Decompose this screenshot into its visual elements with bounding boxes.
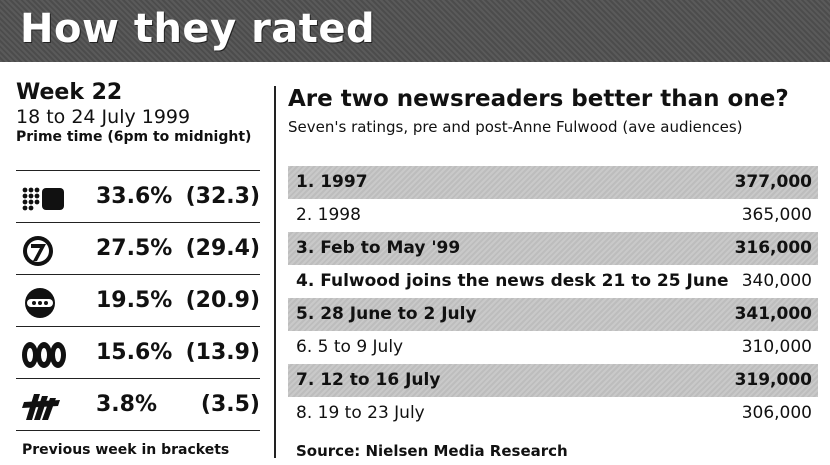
title-banner (0, 0, 830, 62)
divider-rule (16, 274, 260, 275)
table-row (288, 298, 818, 331)
row-value: 319,000 (734, 370, 812, 390)
banner-title: How they rated (20, 6, 376, 52)
row-label: 5. 28 June to 2 July (296, 304, 477, 324)
ratings-table (288, 166, 818, 430)
row-value: 341,000 (734, 304, 812, 324)
network-previous: (3.5) (200, 392, 260, 417)
table-row (288, 397, 818, 430)
date-range: 18 to 24 July 1999 (16, 106, 191, 128)
network-previous: (13.9) (185, 340, 260, 365)
row-value: 316,000 (734, 238, 812, 258)
network-row (16, 228, 260, 272)
row-label: 4. Fulwood joins the news desk 21 to 25 June (296, 271, 729, 291)
week-info (16, 80, 266, 146)
week-label: Week 22 (16, 80, 123, 105)
ten-network-logo-icon (20, 286, 68, 320)
network-share: 27.5% (96, 236, 173, 261)
network-previous: (20.9) (185, 288, 260, 313)
row-label: 6. 5 to 9 July (296, 337, 404, 357)
row-value: 340,000 (741, 271, 812, 291)
network-share: 33.6% (96, 184, 173, 209)
ratings-header (288, 84, 818, 138)
network-previous: (29.4) (185, 236, 260, 261)
divider-rule (16, 378, 260, 379)
table-row (288, 265, 818, 298)
row-label: 1. 1997 (296, 172, 368, 192)
network-share: 15.6% (96, 340, 173, 365)
divider-rule (16, 326, 260, 327)
prime-time-note: Prime time (6pm to midnight) (16, 129, 252, 145)
row-value: 365,000 (741, 205, 812, 225)
divider-rule (16, 430, 260, 431)
sbs-logo-icon (20, 390, 68, 424)
seven-network-logo-icon (20, 234, 68, 268)
row-value: 377,000 (734, 172, 812, 192)
divider-rule (16, 222, 260, 223)
network-row (16, 384, 260, 428)
network-row (16, 176, 260, 220)
network-share: 19.5% (96, 288, 173, 313)
row-label: 8. 19 to 23 July (296, 403, 425, 423)
ratings-title: Are two newsreaders better than one? (288, 86, 789, 112)
row-value: 310,000 (741, 337, 812, 357)
nine-network-logo-icon (20, 182, 68, 216)
table-row (288, 364, 818, 397)
ratings-subtitle: Seven's ratings, pre and post-Anne Fulwood (ave audiences) (288, 118, 743, 136)
row-label: 3. Feb to May '99 (296, 238, 461, 258)
table-row (288, 232, 818, 265)
row-label: 2. 1998 (296, 205, 361, 225)
column-divider (274, 86, 276, 458)
network-previous: (32.3) (185, 184, 260, 209)
row-value: 306,000 (741, 403, 812, 423)
table-row (288, 199, 818, 232)
source-note: Source: Nielsen Media Research (296, 442, 568, 460)
table-row (288, 331, 818, 364)
abc-logo-icon (20, 338, 68, 372)
brackets-note: Previous week in brackets (22, 442, 230, 458)
network-share: 3.8% (96, 392, 158, 417)
network-row (16, 332, 260, 376)
divider-rule (16, 170, 260, 171)
table-row (288, 166, 818, 199)
network-row (16, 280, 260, 324)
row-label: 7. 12 to 16 July (296, 370, 441, 390)
